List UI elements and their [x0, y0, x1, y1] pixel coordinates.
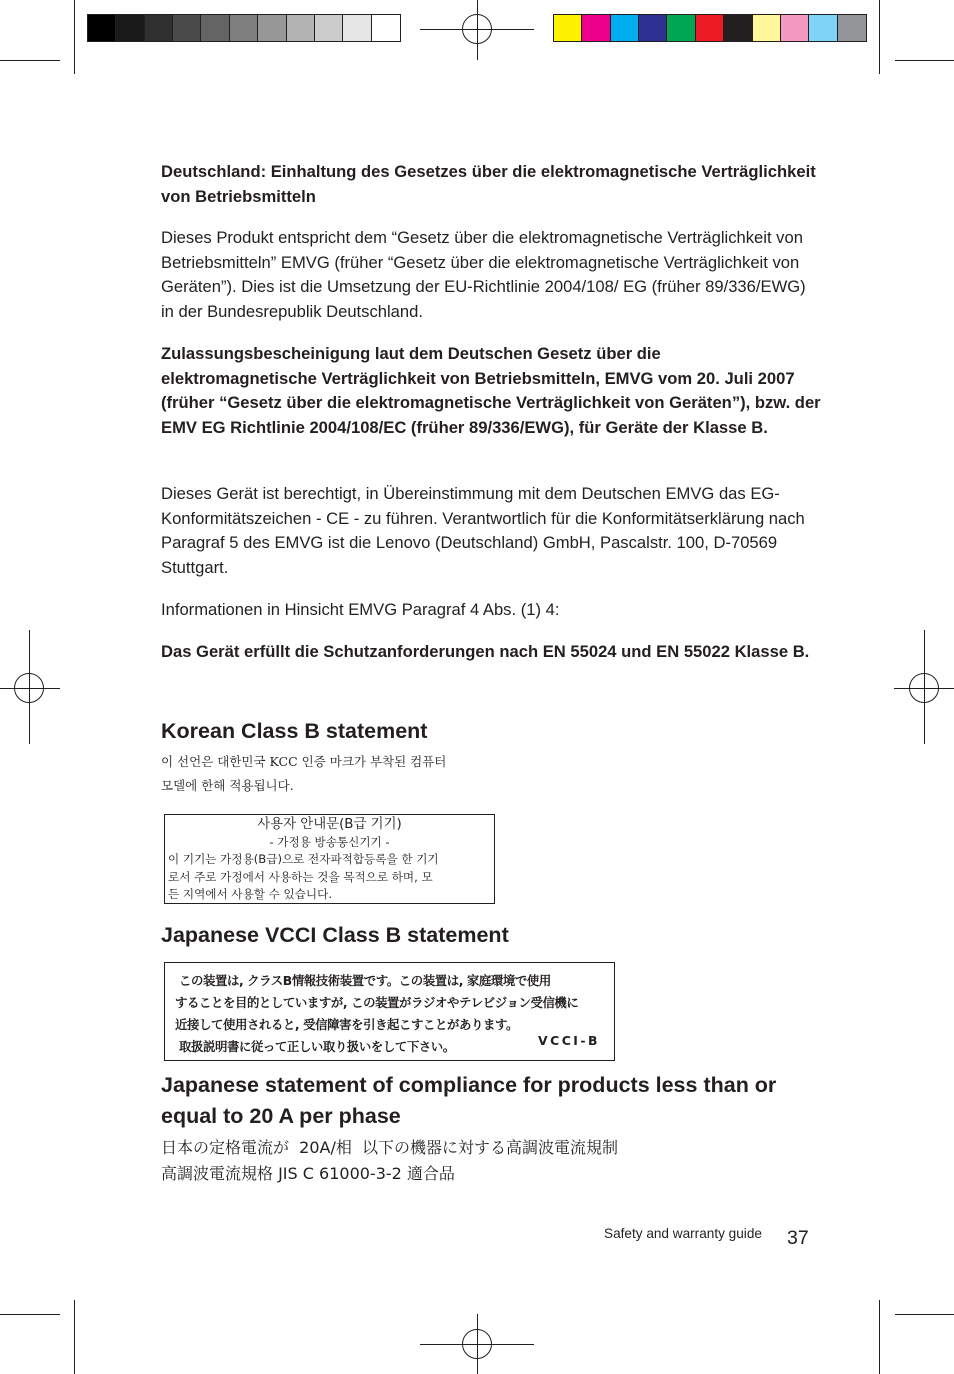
color-patch — [838, 15, 866, 41]
color-patch — [724, 15, 752, 41]
de-heading: Deutschland: Einhaltung des Gesetzes über die elektromagnetische Verträglichkeit von Betriebsmitteln — [161, 162, 816, 206]
korean-intro — [161, 750, 821, 798]
vcci-line-1: この装置は, クラスB情報技術装置です。この装置は, 家庭環境で使用 — [179, 973, 551, 988]
color-patch — [781, 15, 809, 41]
korean-intro-line-2: 모델에 한해 적용됩니다. — [161, 778, 294, 793]
vcci-notice-box — [164, 962, 615, 1061]
de-paragraph-2: Dieses Gerät ist berechtigt, in Übereinstimmung mit dem Deutschen EMVG das EG-Konformitätszeichen - CE - zu führen. Verantwortlich für die Konformitätserklärung nach Paragraf 5 des EMVG ist die Lenovo (Deutschland) GmbH, Pascalstr. 100, D-70569 Stuttgart. — [161, 484, 805, 577]
grayscale-patch — [230, 15, 258, 41]
jp-compliance-line-1: 日本の定格電流が 20A/相 以下の機器に対する高調波電流規制 — [161, 1138, 619, 1157]
korean-box-line-1: 이 기기는 가정용(B급)으로 전자파적합등록을 한 기기 — [168, 852, 439, 867]
grayscale-patch — [201, 15, 229, 41]
de-heading-2: Zulassungsbescheinigung laut dem Deutschen Gesetz über die elektromagnetische Verträglichkeit von Betriebsmitteln, EMVG vom 20. Juli 2007 (früher “Gesetz über die elektromagnetische Verträglichkeit von Geräten”), bzw. der EMV EG Richtlinie 2004/108/EC (früher 89/336/EWG), für Geräte der Klasse B. — [161, 344, 821, 437]
grayscale-patch — [372, 15, 400, 41]
korean-box-subtitle: - 가정용 방송통신기기 - — [269, 834, 390, 849]
grayscale-patch — [287, 15, 315, 41]
page-number: 37 — [787, 1227, 809, 1249]
footer-guide-title: Safety and warranty guide — [604, 1226, 762, 1241]
grayscale-patch — [343, 15, 371, 41]
vcci-line-3: 近接して使用されると, 受信障害を引き起こすことがあります。 — [175, 1017, 518, 1032]
grayscale-patch — [258, 15, 286, 41]
process-color-bar — [553, 14, 867, 42]
color-patch — [809, 15, 837, 41]
color-patch — [582, 15, 610, 41]
grayscale-color-bar — [87, 14, 401, 42]
vcci-class-tag: VCCI-B — [538, 1033, 600, 1048]
korean-intro-line-1: 이 선언은 대한민국 KCC 인증 마크가 부착된 컴퓨터 — [161, 754, 447, 769]
de-bold-statement: Das Gerät erfüllt die Schutzanforderungen nach EN 55024 und EN 55022 Klasse B. — [161, 642, 810, 661]
grayscale-patch — [173, 15, 201, 41]
de-paragraph-3: Informationen in Hinsicht EMVG Paragraf 4 Abs. (1) 4: — [161, 600, 560, 619]
color-patch — [753, 15, 781, 41]
korean-box-line-2: 로서 주로 가정에서 사용하는 것을 목적으로 하며, 모 — [168, 869, 433, 884]
vcci-line-4: 取扱説明書に従って正しい取り扱いをして下さい。 — [179, 1039, 455, 1054]
color-patch — [639, 15, 667, 41]
jp-compliance-text — [161, 1135, 821, 1187]
grayscale-patch — [145, 15, 173, 41]
de-paragraph-1: Dieses Produkt entspricht dem “Gesetz über die elektromagnetische Verträglichkeit von Betriebsmitteln” EMVG (früher “Gesetz über die elektromagnetische Verträglichkeit von Geräten”). Dies ist die Umsetzung der EU-Richtlinie 2004/108/ EG (früher 89/336/EWG) in der Bundesrepublik Deutschland. — [161, 228, 806, 321]
grayscale-patch — [116, 15, 144, 41]
color-patch — [667, 15, 695, 41]
korean-box-line-3: 든 지역에서 사용할 수 있습니다. — [168, 887, 333, 902]
color-patch — [696, 15, 724, 41]
color-patch — [611, 15, 639, 41]
korean-notice-box — [164, 814, 495, 904]
jp-compliance-line-2: 高調波電流規格 JIS C 61000-3-2 適合品 — [161, 1164, 455, 1183]
grayscale-patch — [315, 15, 343, 41]
korean-box-title: 사용자 안내문(B급 기기) — [257, 817, 402, 832]
korean-heading: Korean Class B statement — [161, 719, 428, 743]
vcci-line-2: することを目的としていますが, この装置がラジオやテレビジョン受信機に — [175, 995, 579, 1010]
color-patch — [554, 15, 582, 41]
vcci-heading: Japanese VCCI Class B statement — [161, 923, 509, 947]
jp-compliance-heading: Japanese statement of compliance for products less than or equal to 20 A per phase — [161, 1073, 777, 1128]
grayscale-patch — [88, 15, 116, 41]
